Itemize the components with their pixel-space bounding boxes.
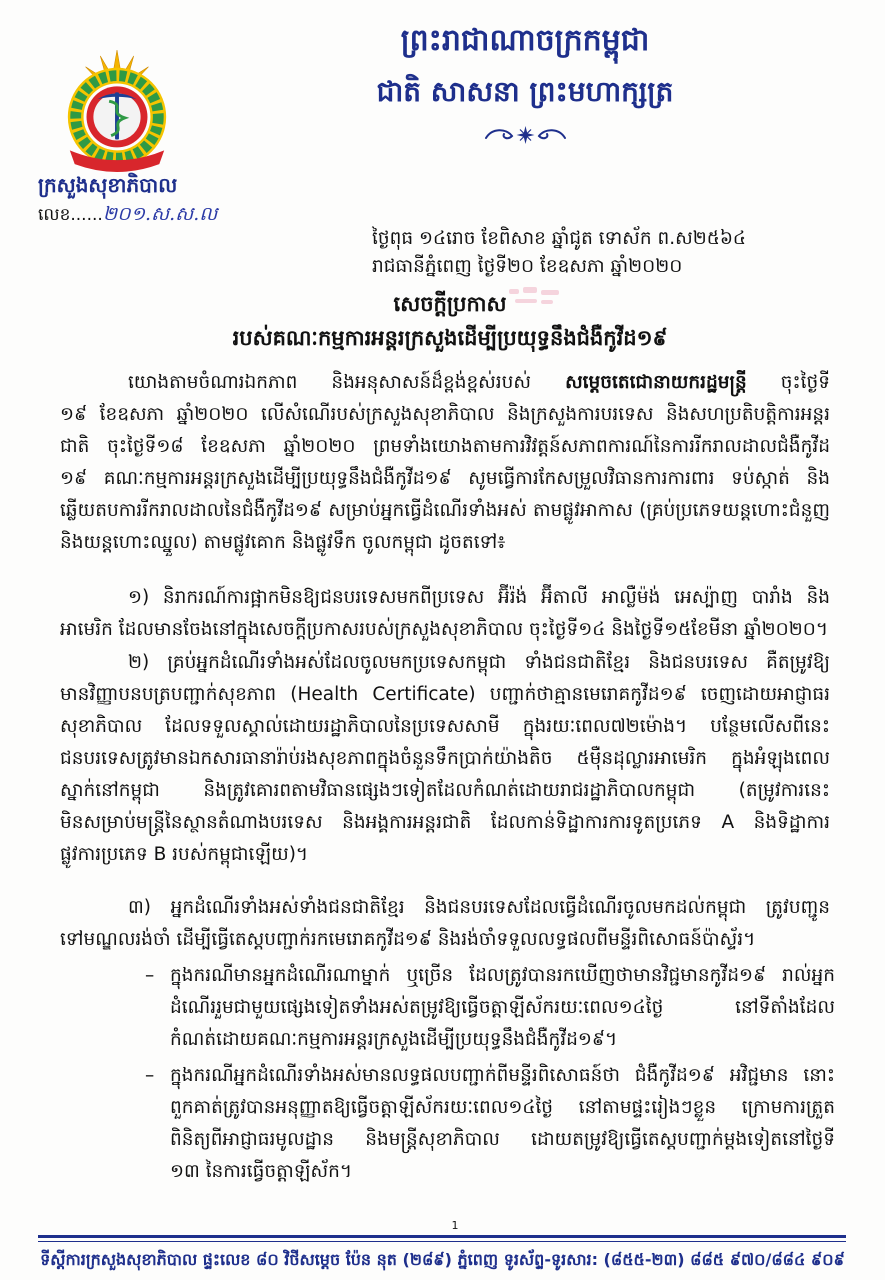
handwritten-reference-number: ២០១.ស.ស.ល (102, 203, 218, 225)
numbered-point (60, 582, 830, 646)
body-line: ១៩ គណៈកម្មការអន្តរក្រសួងដើម្បីប្រយុទ្ធនឹងជំងឺកូវីដ១៩ សូមធ្វើការកែសម្រួលវិធានការការពារ ទប់ស្កាត់ និង (60, 468, 830, 489)
body-line: ៣) អ្នកដំណើរទាំងអស់ទាំងជនជាតិខ្មែរ និងជនបរទេសដែលធ្វើដំណើរចូលមកដល់កម្ពុជា ត្រូវបញ្ជូន (128, 897, 830, 918)
body-line: និងយន្តហោះឈ្នួល) តាមផ្លូវគោក និងផ្លូវទឹក ចូលកម្ពុជា ដូចតទៅ៖ (60, 532, 506, 553)
body-line: ១) និរាករណ៍ការផ្អាកមិនឱ្យជនបរទេសមកពីប្រទេស អ៊ីរ៉ង់ អ៊ីតាលី អាល្លឺម៉ង់ អេស្ប៉ាញ បារាំង និង (128, 587, 830, 608)
numbered-point (60, 647, 830, 871)
body-line: ពិនិត្យពីអាជ្ញាធរមូលដ្ឋាន និងមន្ត្រីសុខាភិបាល ដោយតម្រូវឱ្យធ្វើតេស្តបញ្ជាក់ម្តងទៀតនៅថ្ងៃទី (170, 1129, 835, 1150)
reference-label: លេខ...... (38, 205, 103, 225)
announcement-title: សេចក្តីប្រកាស (393, 292, 507, 316)
body-line: ១៣ នៃការធ្វើចត្តាឡីស័ក។ (170, 1161, 353, 1182)
footer-divider (38, 1241, 846, 1242)
body-line: ១៩ ខែឧសភា ឆ្នាំ២០២០ លើសំណើរបស់ក្រសួងសុខាភិបាល និងក្រសួងការបរទេស និងសហប្រតិបត្តិការអន្តរ (60, 404, 830, 425)
body-line: មិនសម្រាប់មន្ត្រីនៃស្ថានតំណាងបរទេស និងអង្គការអន្តរជាតិ ដែលកាន់ទិដ្ឋាការការទូតប្រភេទ A និងទិដ្ឋាការ (60, 812, 830, 833)
announcement-subtitle: របស់គណៈកម្មការអន្តរក្រសួងដើម្បីប្រយុទ្ធនឹងជំងឺកូវីដ១៩ (232, 326, 668, 350)
ministry-seal-logo (58, 48, 176, 176)
intro-text: យោងតាមចំណារឯកភាព និងអនុសាសន៍ដ៏ខ្ពង់ខ្ពស់របស់ (128, 372, 566, 393)
body-line: ឆ្លើយតបការរីករាលដាលនៃជំងឺកូវីដ១៩ សម្រាប់អ្នកធ្វើដំណើរទាំងអស់ តាមផ្លូវអាកាស (គ្រប់ប្រភេទយន្តហោះជំនួញ (60, 500, 830, 521)
body-line: ស្នាក់នៅកម្ពុជា និងត្រូវគោរពតាមវិធានផ្សេងៗទៀតដែលកំណត់ដោយរាជរដ្ឋាភិបាលកម្ពុជា (តម្រូវការនេះ (60, 780, 830, 801)
ornament-icon (478, 124, 573, 146)
body-line: ផ្លូវការប្រភេទ B របស់កម្ពុជាឡើយ)។ (60, 844, 309, 865)
body-line: ពួកគាត់ត្រូវបានអនុញ្ញាតឱ្យធ្វើចត្តាឡីស័ករយៈពេល១៤ថ្ងៃ នៅតាមផ្ទះរៀងៗខ្លួន ក្រោមការត្រួត (170, 1097, 835, 1118)
body-line: ក្នុងករណីអ្នកដំណើរទាំងអស់មានលទ្ធផលបញ្ជាក់ពីមន្ទីរពិសោធន៍ថា ជំងឺកូវីដ១៩ អវិជ្ជមាន នោះ (170, 1065, 835, 1086)
bullet-dash: – (145, 1065, 155, 1086)
bullet-item (145, 1060, 835, 1188)
prime-minister-title: សម្តេចតេជោនាយករដ្ឋមន្ត្រី (565, 372, 747, 393)
body-line: ជាតិ ចុះថ្ងៃទី១៨ ខែឧសភា ឆ្នាំ២០២០ ព្រមទាំងយោងតាមការវិវត្តន៍សភាពការណ៍នៃការរីករាលដាលជំងឺកូវីដ (60, 436, 830, 457)
intro-text: ចុះថ្ងៃទី (746, 372, 830, 393)
body-line (128, 367, 830, 399)
body-line: ទៅមណ្ឌលរង់ចាំ ដើម្បីធ្វើតេស្តបញ្ជាក់រកមេរោគកូវីដ១៩ និងរង់ចាំទទួលលទ្ធផលពីមន្ទីរពិសោធន៍ប៉ាស្ទ័រ។ (60, 929, 756, 950)
body-line: សុខាភិបាល ដែលទទួលស្គាល់ដោយរដ្ឋាភិបាលនៃប្រទេសសាមី ក្នុងរយៈពេល៧២ម៉ោង។ បន្ថែមលើសពីនេះ (60, 716, 830, 737)
body-line: ដំណើររួមជាមួយផ្សេងទៀតទាំងអស់តម្រូវឱ្យធ្វើចត្តាឡីស័ករយៈពេល១៤ថ្ងៃ នៅទីតាំងដែល (170, 997, 835, 1018)
ministry-name: ក្រសួងសុខាភិបាល (38, 173, 178, 197)
intro-paragraph (60, 367, 830, 559)
footer-address: ទីស្តីការក្រសួងសុខាភិបាល ផ្ទះលេខ ៨០ វិថីសម្តេច ប៉ែន នុត (២៨៩) ភ្នំពេញ ទូរស័ព្ទ-ទូរសារ: (៨៥៥-២៣) ៨៨៥ ៩៧០/៨៨៤ ៩០៩ (40, 1250, 845, 1269)
solar-date: រាជធានីភ្នំពេញ ថ្ងៃទី២០ ខែឧសភា ឆ្នាំ២០២០ (372, 256, 683, 277)
kingdom-heading: ព្រះរាជាណាចក្រកម្ពុជា (400, 23, 650, 58)
page-number: 1 (451, 1219, 459, 1232)
body-line: ក្នុងករណីមានអ្នកដំណើរណាម្នាក់ ឬច្រើន ដែលត្រូវបានរកឃើញថាមានវិជ្ជមានកូវីដ១៩ រាល់អ្នក (170, 965, 835, 986)
body-line: កំណត់ដោយគណៈកម្មការអន្តរក្រសួងដើម្បីប្រយុទ្ធនឹងជំងឺកូវីដ១៩។ (170, 1029, 618, 1050)
bullet-item (145, 960, 835, 1056)
body-line: ២) គ្រប់អ្នកដំណើរទាំងអស់ដែលចូលមកប្រទេសកម្ពុជា ទាំងជនជាតិខ្មែរ និងជនបរទេស គឺតម្រូវឱ្យ (128, 652, 830, 673)
lunar-date: ថ្ងៃពុធ ១៤រោច ខែពិសាខ ឆ្នាំជូត ទោស័ក ព.ស២៥៦៤ (372, 228, 747, 249)
numbered-point (60, 892, 830, 956)
body-line: អាមេរិក ដែលមានចែងនៅក្នុងសេចក្តីប្រកាសរបស់ក្រសួងសុខាភិបាល ចុះថ្ងៃទី១៤ និងថ្ងៃទី១៥ខែមីនា ឆ្នាំ២០២០។ (60, 619, 829, 640)
bullet-dash: – (145, 965, 155, 986)
footer-divider (38, 1235, 846, 1238)
body-line: មានវិញ្ញាបនបត្របញ្ជាក់សុខភាព (Health Certificate) បញ្ជាក់ថាគ្មានមេរោគកូវីដ១៩ ចេញដោយអាជ្ញាធរ (60, 684, 830, 705)
national-motto: ជាតិ សាសនា ព្រះមហាក្សត្រ (376, 75, 674, 108)
body-line: ជនបរទេសត្រូវមានឯកសារធានារ៉ាប់រងសុខភាពក្នុងចំនួនទឹកប្រាក់យ៉ាងតិច ៥ម៉ឺនដុល្លារអាមេរិក ក្នុងអំឡុងពេល (60, 748, 830, 769)
reference-number (38, 199, 238, 230)
